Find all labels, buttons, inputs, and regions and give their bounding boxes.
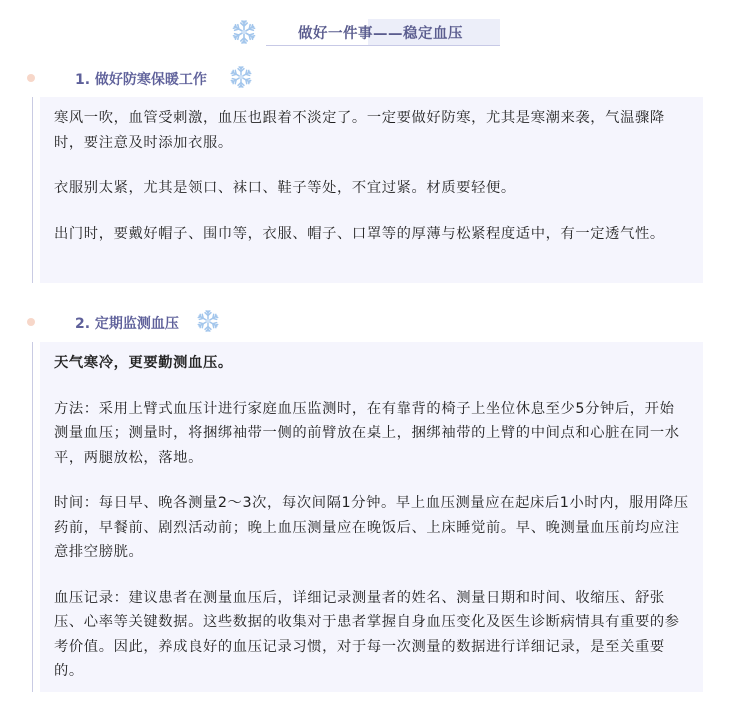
paragraph: 时间：每日早、晚各测量2～3次，每次间隔1分钟。早上血压测量应在起床后1小时内，服用降压药前，早餐前、剧烈活动前；晚上血压测量应在晚饭后、上床睡觉前。早、晚测量血压前均应注意排空膀胱。: [54, 495, 689, 560]
paragraph: 方法：采用上臂式血压计进行家庭血压监测时，在有靠背的椅子上坐位休息至少5分钟后，开始测量血压；测量时，将捆绑袖带一侧的前臂放在桌上，捆绑袖带的上臂的中间点和心脏在同一水平，两腿放松，落地。: [54, 400, 680, 466]
section-heading-2: [0, 308, 749, 338]
section-title: 2. 定期监测血压: [75, 316, 179, 332]
paragraph: 衣服别太紧，尤其是领口、袜口、鞋子等处，不宜过紧。材质要轻便。: [54, 180, 516, 196]
section-card-1: [40, 97, 703, 283]
title-box: [266, 19, 500, 46]
section-card-2: [40, 342, 703, 692]
snowflake-icon: [229, 65, 253, 89]
snowflake-icon: [228, 16, 260, 48]
card-accent-line: [32, 97, 33, 283]
dot-icon: [27, 74, 35, 82]
section-heading-1: [0, 64, 749, 94]
page-title-bar: [228, 16, 503, 50]
lead-text: 天气寒冷，更要勤测血压。: [54, 355, 233, 371]
paragraph: 寒风一吹，血管受刺激，血压也跟着不淡定了。一定要做好防寒，尤其是寒潮来袭，气温骤降时，要注意及时添加衣服。: [54, 110, 665, 151]
paragraph: 血压记录：建议患者在测量血压后，详细记录测量者的姓名、测量日期和时间、收缩压、舒张压、心率等关键数据。这些数据的收集对于患者掌握自身血压变化及医生诊断病情具有重要的参考价值。因此，养成良好的血压记录习惯，对于每一次测量的数据进行详细记录，是至关重要的。: [54, 589, 680, 679]
snowflake-icon: [196, 309, 220, 333]
paragraph: 出门时，要戴好帽子、围巾等，衣服、帽子、口罩等的厚薄与松紧程度适中，有一定透气性。: [54, 225, 665, 242]
card-accent-line: [32, 342, 33, 692]
dot-icon: [27, 318, 35, 326]
page-title: 做好一件事——稳定血压: [298, 26, 463, 42]
section-title: 1. 做好防寒保暖工作: [75, 72, 207, 88]
